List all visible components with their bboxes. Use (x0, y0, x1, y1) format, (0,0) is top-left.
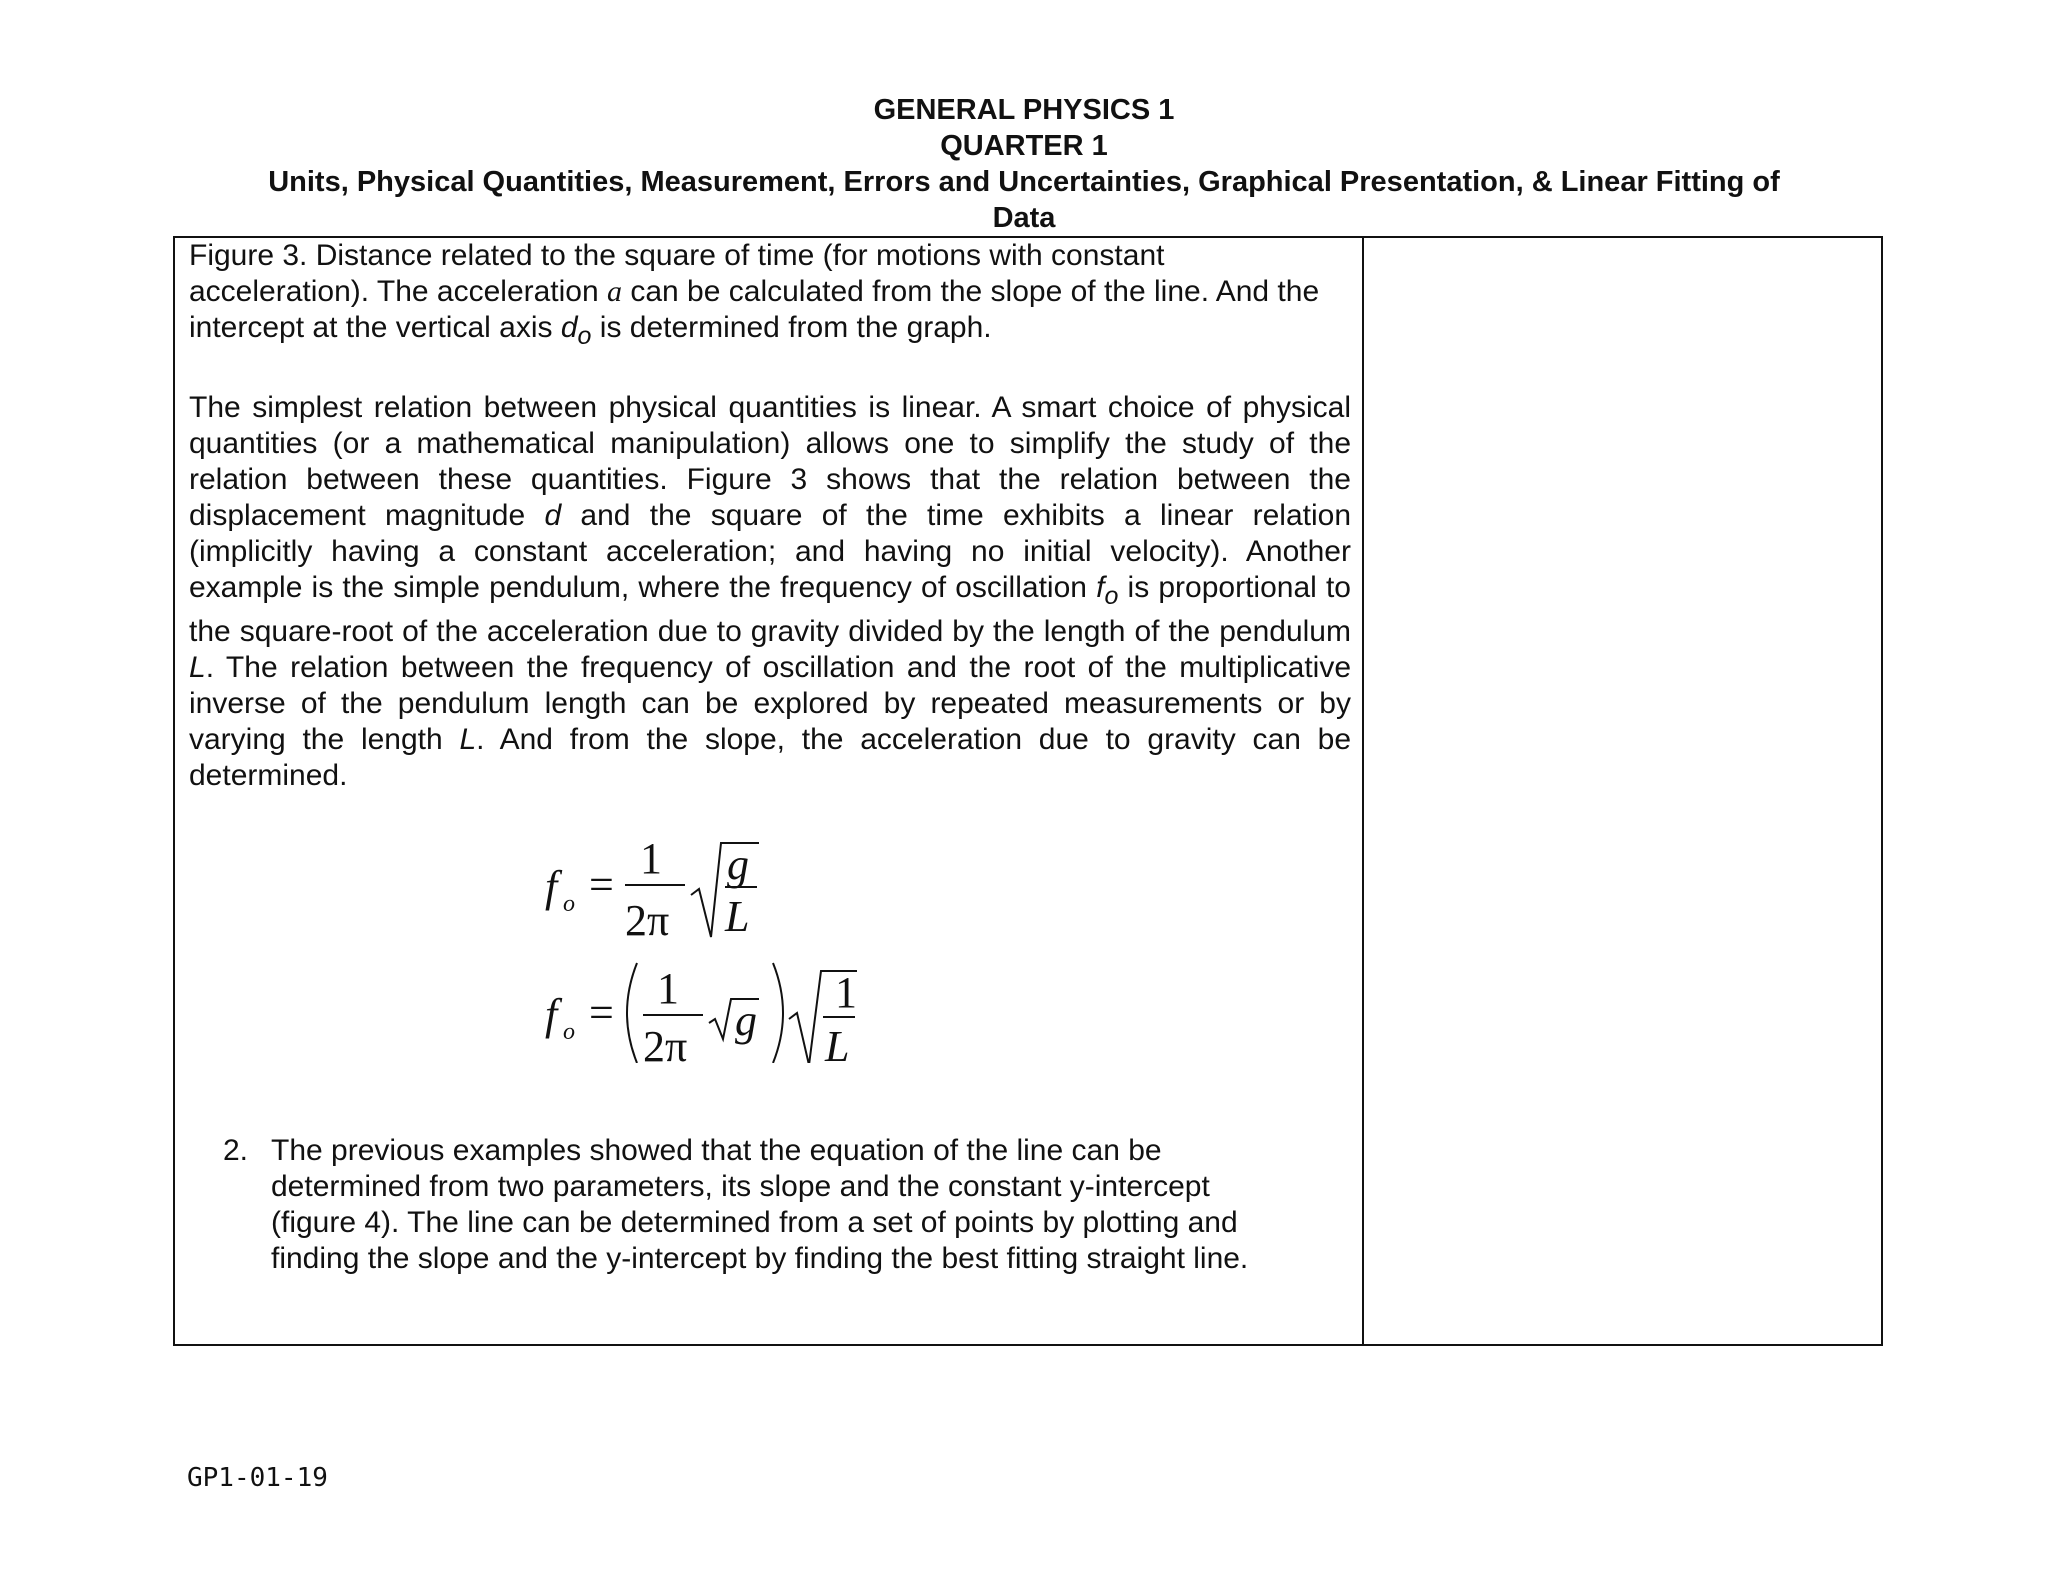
eq2-numerator: 1 (657, 964, 679, 1013)
header-quarter: QUARTER 1 (940, 130, 1108, 162)
variable-f: f (1096, 571, 1105, 604)
eq2-inner-one: 1 (835, 968, 857, 1017)
list-item-text: The previous examples showed that the equation of the line can be determined from two parameters, its slope and the constant y-intercept (figure 4). The line can be determined from a set of points by plotting and finding the slope and the y-intercept by finding the best fitting straight line. (271, 1134, 1249, 1275)
eq1-denominator: 2π (625, 896, 670, 945)
eq1-L: L (725, 892, 750, 941)
eq2-g: g (735, 996, 757, 1045)
eq2-f: f (545, 990, 558, 1039)
eq1-sub: o (563, 891, 575, 917)
eq1-numerator: 1 (640, 834, 662, 883)
eq2-left-paren (627, 963, 637, 1063)
eq1-g: g (727, 840, 749, 889)
variable-L: L (189, 651, 206, 684)
pendulum-formulas (545, 803, 1045, 1063)
page-footer-code: GP1-01-19 (187, 1463, 328, 1493)
header-topics: Units, Physical Quantities, Measurement, Errors and Uncertainties, Graphical Presentation, & Linear Fitting of (268, 166, 1780, 198)
left-cell (189, 238, 1351, 794)
figure-caption: Figure 3. Distance related to the square of time (for motions with constant acceleration). The acceleration a can be calculated from the slope of the line. And the intercept at the vertical axis $d_o$ is determined from the graph. (189, 239, 1320, 350)
variable-a: a (607, 275, 623, 308)
variable-d: d (560, 311, 578, 344)
eq2-L: L (825, 1022, 850, 1063)
page-header (170, 92, 1878, 236)
eq2-sub: o (563, 1019, 575, 1045)
content-table (173, 236, 1883, 1346)
eq1-f: f (545, 862, 558, 911)
eq2-equals: = (589, 988, 614, 1037)
column-divider (1362, 238, 1364, 1344)
variable-L: L (459, 723, 477, 756)
list-item-number: 2. (223, 1134, 249, 1167)
body-paragraph: The simplest relation between physical quantities is linear. A smart choice of physical quantities (or a mathematical manipulation) allows one to simplify the study of the relation between these quantities. Figure 3 shows that the relation between the displacement magnitude d and the square of the time exhibits a linear relation (implicitly having a constant acceleration; and having no initial velocity). Another example is the simple pendulum, where the frequency of oscillation $f_o$ is proportional to the square-root of the acceleration due to gravity divided by the length of the pendulum L. The relation between the frequency of oscillation and the root of the multiplicative inverse of the pendulum length can be explored by repeated measurements or by varying the length L. And from the slope, the acceleration due to gravity can be determined. (189, 391, 1352, 792)
eq2-right-paren (773, 963, 783, 1063)
header-title: GENERAL PHYSICS 1 (873, 94, 1175, 126)
eq1-equals: = (589, 860, 614, 909)
header-topics-continued: Data (992, 202, 1056, 234)
variable-d: d (544, 499, 562, 532)
eq2-denominator: 2π (643, 1022, 688, 1063)
